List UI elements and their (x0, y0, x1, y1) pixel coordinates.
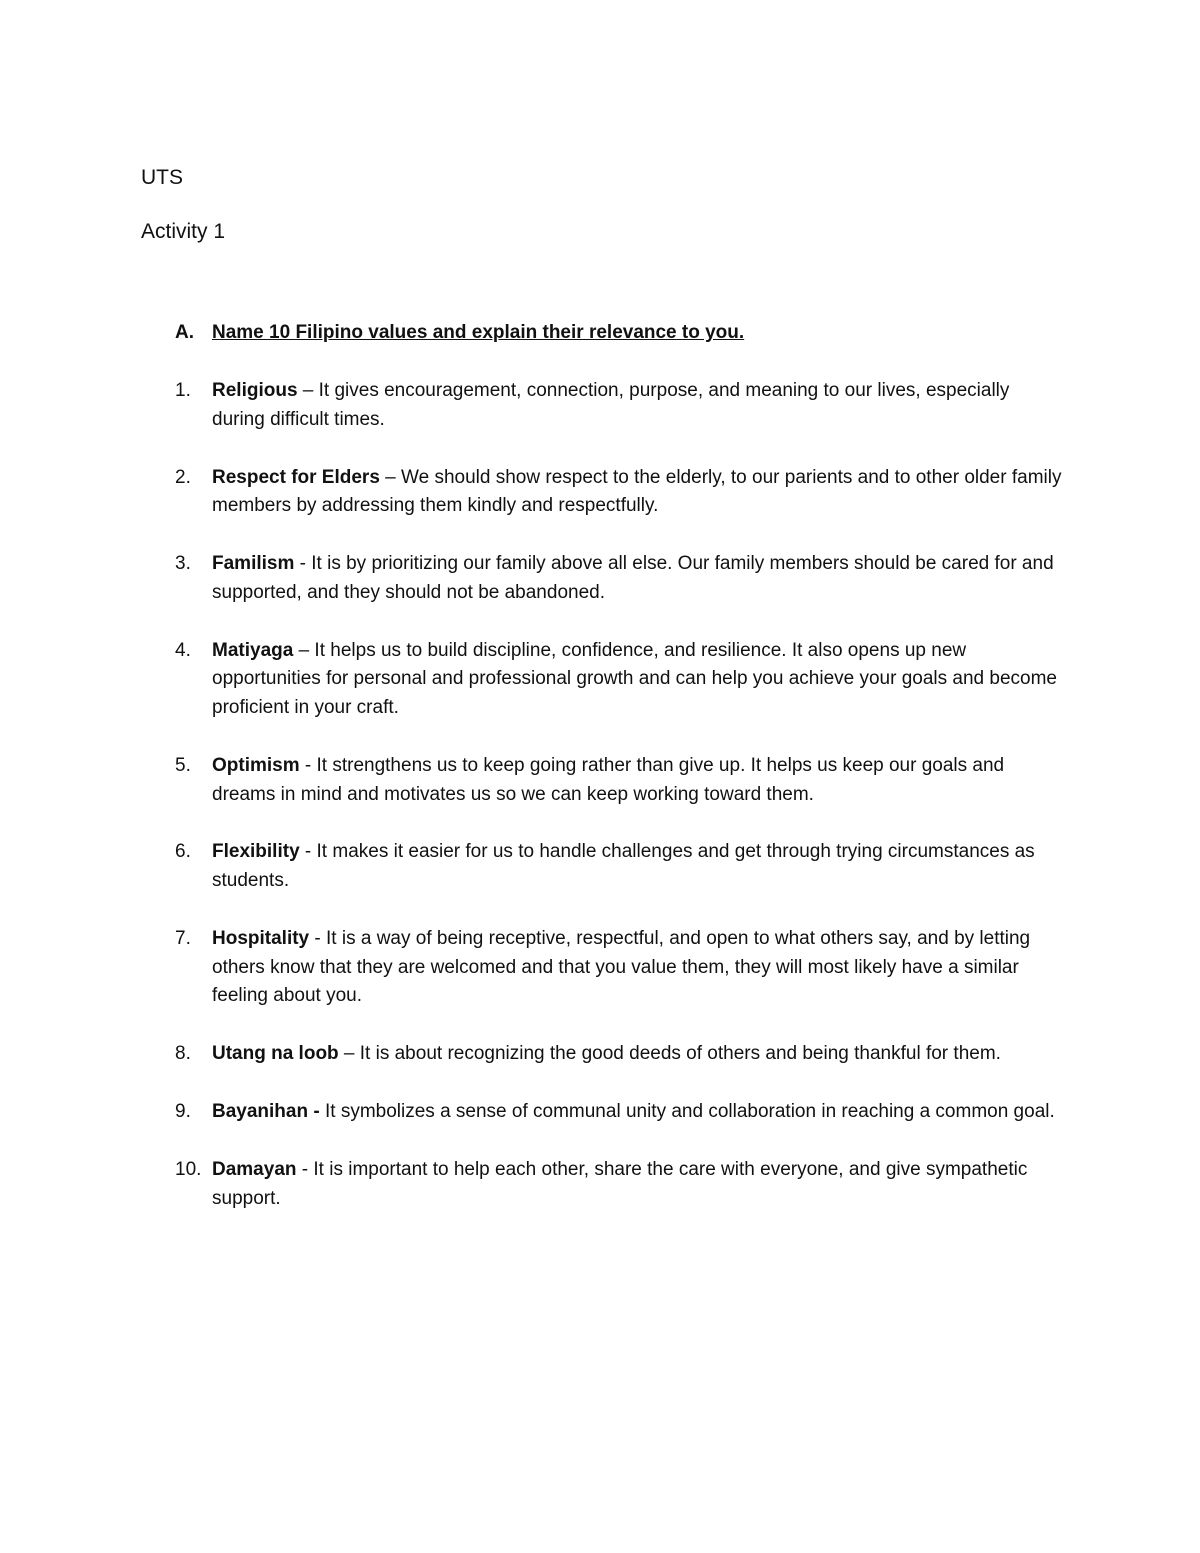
item-number: 2. (175, 466, 191, 488)
item-description: - It makes it easier for us to handle challenges and get through trying circumstances as students. (212, 841, 1035, 892)
section-heading-text: Name 10 Filipino values and explain their relevance to you. (212, 322, 745, 343)
item-description: - It is important to help each other, share the care with everyone, and give sympathetic support. (212, 1159, 1028, 1209)
list-item (175, 1156, 1065, 1213)
item-term: Bayanihan - (212, 1101, 320, 1123)
item-number: 7. (175, 928, 191, 950)
item-number: 5. (175, 754, 191, 776)
activity-title: Activity 1 (141, 220, 226, 243)
item-term: Utang na loob (212, 1043, 339, 1065)
list-item (175, 838, 1065, 895)
item-description: It symbolizes a sense of communal unity and collaboration in reaching a common goal. (319, 1101, 1055, 1123)
list-item (175, 637, 1065, 723)
section-marker: A. (175, 322, 194, 343)
list-item (175, 377, 1065, 434)
item-number: 8. (175, 1043, 191, 1065)
item-number: 1. (175, 380, 191, 401)
item-term: Damayan (212, 1159, 297, 1181)
item-number: 3. (175, 553, 191, 575)
item-term: Familism (212, 553, 295, 575)
item-description: - It strengthens us to keep going rather than give up. It helps us keep our goals and dreams in mind and motivates us so we can keep working toward them. (212, 754, 1005, 805)
list-item (175, 550, 1065, 607)
item-term: Hospitality (212, 928, 310, 950)
item-number: 4. (175, 639, 191, 661)
item-description: - It is a way of being receptive, respectful, and open to what others say, and by letting others know that they are welcomed and that you value them, they will most likely have a similar feeling about you. (212, 928, 1031, 1007)
values-list (175, 377, 1065, 1243)
list-item (175, 464, 1065, 521)
course-title: UTS (141, 166, 183, 189)
item-number: 10. (175, 1159, 202, 1181)
item-term: Flexibility (212, 841, 300, 863)
item-term: Matiyaga (212, 639, 294, 661)
item-term: Optimism (212, 754, 300, 776)
list-item (175, 752, 1065, 809)
item-description: - It is by prioritizing our family above all else. Our family members should be cared for and supported, and they should not be abandoned. (212, 553, 1054, 603)
item-description: – It helps us to build discipline, confidence, and resilience. It also opens up new opportunities for personal and professional growth and can help you achieve your goals and become proficient in your craft. (212, 639, 1057, 718)
item-number: 9. (175, 1101, 191, 1123)
item-term: Religious (212, 380, 298, 401)
item-description: – We should show respect to the elderly, to our parients and to other older family members by addressing them kindly and respectfully. (212, 466, 1062, 517)
item-number: 6. (175, 841, 191, 863)
list-item (175, 925, 1065, 1011)
list-item (175, 1098, 1065, 1127)
item-term: Respect for Elders (212, 466, 380, 488)
list-item (175, 1040, 1065, 1069)
item-description: – It is about recognizing the good deeds of others and being thankful for them. (338, 1043, 1001, 1065)
item-description: – It gives encouragement, connection, purpose, and meaning to our lives, especially during difficult times. (212, 380, 1010, 430)
